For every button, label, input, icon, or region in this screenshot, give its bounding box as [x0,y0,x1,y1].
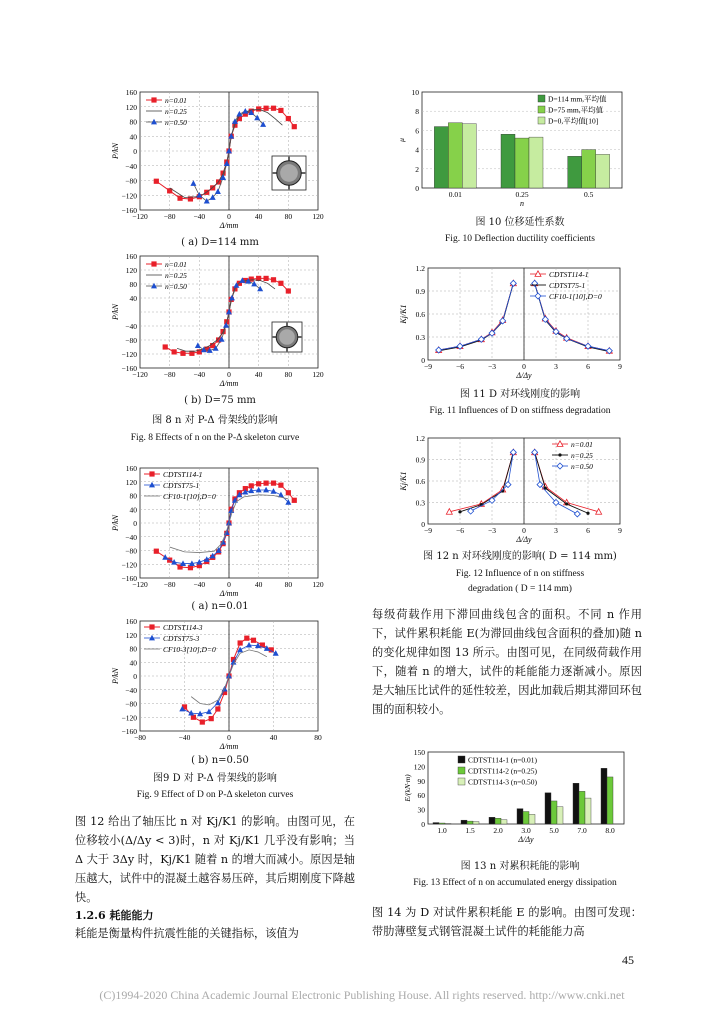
y-tick-label: 0.3 [415,498,425,508]
data-point [204,198,210,204]
fig9a-sublabel: ( a) n=0.01 [191,601,249,612]
y-tick-label: 120 [125,477,137,487]
x-tick-label: 9 [618,526,622,535]
x-tick-label: 80 [284,212,293,221]
y-tick-label: 40 [129,658,137,668]
y-tick-label: 160 [125,88,137,97]
y-tick-label: −160 [121,574,137,583]
data-point [209,716,214,721]
data-point [586,512,589,515]
y-tick-label: −120 [121,191,137,201]
y-tick-label: 120 [413,762,425,772]
bar [568,156,582,188]
y-tick-label: 150 [413,748,425,757]
bar [557,807,563,824]
x-tick-label: −120 [132,212,148,221]
legend-label: D=0,平均值[10] [548,116,599,126]
y-tick-label: 0 [133,672,137,681]
x-axis-label: Δ/mm [219,221,239,230]
data-point [180,351,185,356]
specimen-core [280,164,298,182]
y-axis-label: Kj/K1 [399,471,408,491]
legend-label: D=114 mm,平均值 [548,94,607,104]
y-tick-label: −40 [125,685,137,695]
x-tick-label: 120 [312,370,324,379]
y-tick-label: 160 [125,464,137,473]
x-axis-label: Δ/Δy [516,371,532,380]
fig11-chart [400,262,640,382]
x-tick-label: −40 [193,580,206,589]
x-tick-label: −80 [134,733,146,742]
y-tick-label: 0.9 [415,455,425,465]
fig8a-chart [100,86,330,236]
fig8a-sublabel: ( a) D=114 mm [181,237,259,248]
y-tick-label: 0 [421,356,425,365]
bar [473,822,479,824]
data-point [271,106,276,111]
y-tick-label: 0.9 [415,287,425,296]
x-tick-label: 3.0 [521,826,531,835]
fig8-caption-en: Fig. 8 Effects of n on the P-Δ skeleton curve [130,433,300,443]
bar [433,823,439,824]
fig12-chart [400,432,640,547]
legend-label: n=0.50 [165,118,187,127]
y-axis-label: P/kN [111,668,120,684]
legend-label: CDTST114-1 [549,270,589,279]
x-tick-label: −80 [163,212,176,221]
x-axis-label: Δ/Δy [516,535,532,544]
y-tick-label: 120 [125,266,137,275]
x-tick-label: 5.0 [549,826,559,835]
legend-label: CDTST75-3 [163,634,200,643]
legend-label: n=0.25 [165,107,187,116]
bar [582,150,596,188]
series-line [193,111,263,201]
fig8-caption-cn: 图 8 n 对 P-Δ 骨架线的影响 [152,415,278,426]
legend-marker [558,453,561,456]
legend-marker [535,293,541,299]
x-tick-label: 80 [314,733,322,742]
y-tick-label: 4 [415,145,419,155]
left-paragraph-1: 图 12 给出了轴压比 n 对 Kj/K1 的影响。由图可见，在位移较小(Δ/Δy < 3)时，n 对 Kj/K1 几乎没有影响；当 Δ 大于 3Δy 时，Kj/K1 随着 n 的增大而减小。原因是轴压越大，试件中的混凝土越容易压碎，其后期刚度下降越快。 [75,815,355,904]
data-point [195,342,201,348]
legend-marker [557,441,563,447]
x-tick-label: 80 [284,370,293,379]
y-axis-label: P/kN [111,143,120,159]
legend-label: n=0.50 [165,282,187,291]
y-tick-label: 80 [129,491,137,501]
fig10-caption-cn: 图 10 位移延性系数 [475,217,565,228]
y-tick-label: 40 [129,294,137,303]
y-tick-label: 1.2 [415,434,425,443]
right-paragraph-1: 每级荷载作用下滞回曲线包含的面积。不同 n 作用下，试件累积耗能 E(为滞回曲线包含面积的叠加)随 n 的变化规律如图 13 所示。由图可见，在同级荷载作用下，随着 n 的增大，试件的耗能能力逐渐减小。原因是大轴压比试件的延性较差，因此加载后期其滞回环包围的面积较小。 [372,608,642,716]
data-point [278,483,283,488]
x-tick-label: −120 [132,370,148,379]
legend-label: CDTST114-2 (n=0.25) [468,766,537,776]
x-tick-label: 120 [312,580,324,589]
legend-swatch [538,117,545,124]
fig11-caption-en: Fig. 11 Influences of D on stiffness degradation [429,406,611,416]
data-point [163,344,168,349]
x-tick-label: −3 [488,362,496,371]
data-point [263,481,268,486]
specimen-core [279,329,295,345]
y-tick-label: 10 [411,88,419,97]
bar [596,154,610,188]
y-tick-label: 0 [421,520,425,529]
x-tick-label: −40 [193,212,206,221]
fig9a-chart [100,462,330,602]
data-point [215,188,221,194]
x-tick-label: 0.5 [583,190,594,199]
legend-swatch [458,767,465,774]
legend-label: CDTST114-3 (n=0.50) [468,777,537,787]
data-point [286,288,291,293]
x-tick-label: 40 [254,370,263,379]
y-tick-label: 8 [415,107,419,117]
y-axis-label: Kj/K1 [399,304,408,324]
legend-label: n=0.25 [165,271,187,280]
legend-marker [149,482,155,488]
legend-marker [149,471,154,476]
legend-marker [151,261,156,266]
data-point [263,106,268,111]
data-point [263,487,269,493]
y-tick-label: −80 [125,176,137,186]
x-tick-label: −9 [424,526,432,535]
x-tick-label: 40 [269,733,278,742]
legend-marker [557,463,563,469]
legend-marker [151,283,157,289]
fig9b-sublabel: ( b) n=0.50 [191,755,249,766]
y-tick-label: 80 [129,644,137,654]
y-axis-label: μ [397,138,406,142]
data-point [177,196,182,201]
x-tick-label: 7.0 [577,826,587,835]
y-tick-label: 90 [417,776,425,786]
legend-swatch [538,106,545,113]
x-tick-label: 1.0 [437,826,447,835]
y-axis-label: P/kN [111,304,120,320]
x-axis-label: Δ/mm [219,379,239,388]
y-tick-label: −80 [125,699,137,709]
y-tick-label: −160 [121,206,137,215]
fig10-caption-en: Fig. 10 Deflection ductility coefficients [445,234,595,244]
y-tick-label: −120 [121,560,137,570]
fig13-caption-en: Fig. 13 Effect of n on accumulated energy dissipation [413,878,617,888]
data-point [154,549,159,554]
y-tick-label: 30 [417,805,425,815]
section-heading: 1.2.6 耗能能力 [75,909,154,922]
y-tick-label: −80 [125,336,137,345]
bar [585,798,591,824]
bar [501,134,515,188]
y-tick-label: 120 [125,102,137,112]
data-point [256,487,262,493]
data-point [286,116,291,121]
legend-label: CDTST75-1 [163,481,200,490]
x-tick-label: −80 [163,580,176,589]
data-point [236,111,242,117]
series-line [439,283,514,350]
left-paragraph-2: 耗能是衡量构件抗震性能的关键指标，该值为 [75,927,299,940]
data-point [271,481,276,486]
legend-label: CDTST114-3 [163,623,203,632]
x-tick-label: 0 [227,580,231,589]
page-number: 45 [622,953,634,967]
legend-label: CF10-1[10],D=0 [549,292,602,301]
bar [517,809,523,824]
x-tick-label: 1.5 [465,826,475,835]
legend-marker [149,635,155,641]
fig8b-sublabel: ( b) D=75 mm [184,395,256,406]
bar [573,783,579,824]
data-point [278,281,283,286]
data-point [254,115,260,121]
legend-marker [151,97,156,102]
bar [551,801,557,824]
data-point [286,490,291,495]
y-tick-label: 0 [421,820,425,829]
data-point [200,719,205,724]
legend-label: CDTST114-1 [163,470,203,479]
data-point [565,502,568,505]
legend-swatch [458,778,465,785]
x-tick-label: −6 [456,526,464,535]
data-point [292,498,297,503]
y-tick-label: 120 [125,630,137,640]
x-tick-label: 120 [312,212,324,221]
y-tick-label: −120 [121,713,137,723]
data-point [278,108,283,113]
data-point [172,349,177,354]
fig9-caption-cn: 图9 D 对 P-Δ 骨架线的影响 [153,773,277,784]
x-axis-label: n [520,199,524,208]
data-point [574,511,580,517]
bar [461,820,467,824]
bar [489,817,495,824]
legend-label: CDTST75-1 [549,281,586,290]
x-tick-label: 8.0 [605,826,615,835]
x-tick-label: −6 [456,362,464,371]
series-line [439,283,514,350]
footer-copyright: (C)1994-2020 China Academic Journal Electronic Publishing House. All rights reserved. http://www.cnki.net [99,988,625,1002]
fig8b-chart [100,250,330,395]
y-tick-label: −80 [125,546,137,556]
y-tick-label: 80 [129,117,137,127]
y-tick-label: 40 [129,505,137,515]
legend-label: n=0.01 [571,440,593,449]
x-tick-label: −40 [178,733,191,742]
legend-label: n=0.01 [165,260,187,269]
x-tick-label: 6 [586,526,590,535]
fig13-chart [400,748,640,858]
y-tick-label: 6 [415,126,419,136]
legend-label: CF10-1[10],D=0 [163,492,216,501]
x-tick-label: 80 [284,580,293,589]
y-tick-label: 0.3 [415,333,425,342]
y-tick-label: 160 [125,252,137,261]
data-point [458,510,461,513]
bar [529,814,535,824]
legend-swatch [538,95,545,102]
bar [523,812,529,824]
fig11-caption-cn: 图 11 D 对环线刚度的影响 [459,389,581,400]
x-tick-label: 3 [554,526,558,535]
x-tick-label: −120 [132,580,148,589]
x-tick-label: −80 [163,370,176,379]
x-tick-label: 3 [554,362,558,371]
right-paragraph-2: 图 14 为 D 对试件累积耗能 E 的影响。由图可发现：带肋薄壁复式钢管混凝土试件的耗能能力高 [372,906,642,938]
x-tick-label: 40 [254,580,263,589]
x-tick-label: 6 [586,362,590,371]
bar [448,123,462,188]
data-point [238,640,243,645]
data-point [256,106,261,111]
x-tick-label: 0 [227,370,231,379]
data-point [190,180,196,186]
bar [495,818,501,824]
series-line [165,490,288,564]
y-tick-label: 160 [125,617,137,626]
x-tick-label: −40 [193,370,206,379]
bar [607,777,613,824]
bar [545,793,551,824]
y-tick-label: −40 [125,161,137,171]
x-axis-label: Δ/mm [219,589,239,598]
fig9-caption-en: Fig. 9 Effect of D on P-Δ skeleton curves [136,790,294,800]
legend-label: CF10-3[10],D=0 [163,645,216,654]
data-point [256,481,261,486]
fig10-chart [397,88,640,213]
bar [579,791,585,824]
y-tick-label: −40 [125,322,137,331]
y-axis-label: P/kN [111,515,120,531]
bar [434,127,448,188]
y-tick-label: 0.6 [415,310,425,319]
x-tick-label: 40 [254,212,263,221]
y-tick-label: 80 [129,280,137,289]
legend-swatch [458,756,465,763]
y-tick-label: 0.6 [415,477,425,486]
y-tick-label: 0 [415,184,419,193]
data-point [215,706,220,711]
data-point [251,638,256,643]
x-tick-label: 0.25 [515,190,529,199]
legend-marker [149,624,154,629]
x-tick-label: 0 [522,526,526,535]
y-tick-label: −160 [121,727,137,736]
fig13-caption-cn: 图 13 n 对累积耗能的影响 [460,861,580,872]
y-tick-label: 0 [133,519,137,528]
bar [501,820,507,824]
x-axis-label: Δ/Δy [518,835,534,844]
y-axis-label: E/(kN·m) [403,774,412,802]
bar [467,821,473,824]
legend-marker [535,271,541,277]
bar [462,124,476,188]
y-tick-label: −40 [125,532,137,542]
y-tick-label: 60 [417,791,425,801]
data-point [242,108,248,114]
fig12-caption-en-1: Fig. 12 Influence of n on stiffness [455,569,585,579]
x-tick-label: 2.0 [493,826,503,835]
y-tick-label: −120 [121,350,137,359]
data-point [162,554,168,560]
x-tick-label: 0 [522,362,526,371]
fig12-caption-en-2: degradation ( D = 114 mm) [468,584,572,594]
bar [529,137,543,188]
legend-label: CDTST114-1 (n=0.01) [468,755,537,765]
legend-label: D=75 mm,平均值 [548,105,604,115]
data-point [292,124,297,129]
y-tick-label: 2 [415,164,419,174]
x-tick-label: −3 [488,526,496,535]
data-point [244,636,249,641]
x-tick-label: 0 [227,733,231,742]
bar [439,823,445,824]
data-point [257,286,263,292]
data-point [271,277,276,282]
y-tick-label: −160 [121,364,137,373]
data-point [154,179,159,184]
bar [601,768,607,824]
x-tick-label: 0 [227,212,231,221]
y-tick-label: 40 [129,132,137,142]
fig9b-chart [100,615,330,755]
bar [515,138,529,188]
legend-label: n=0.50 [571,462,593,471]
x-axis-label: Δ/mm [219,742,239,751]
legend-label: n=0.25 [571,451,593,460]
y-tick-label: 0 [133,147,137,156]
y-tick-label: 1.2 [415,264,425,273]
legend-label: n=0.01 [165,96,187,105]
x-tick-label: 9 [618,362,622,371]
x-tick-label: −9 [424,362,432,371]
x-tick-label: 0.01 [448,190,462,199]
data-point [263,276,268,281]
fig12-caption-cn: 图 12 n 对环线刚度的影响( D = 114 mm) [423,551,617,562]
